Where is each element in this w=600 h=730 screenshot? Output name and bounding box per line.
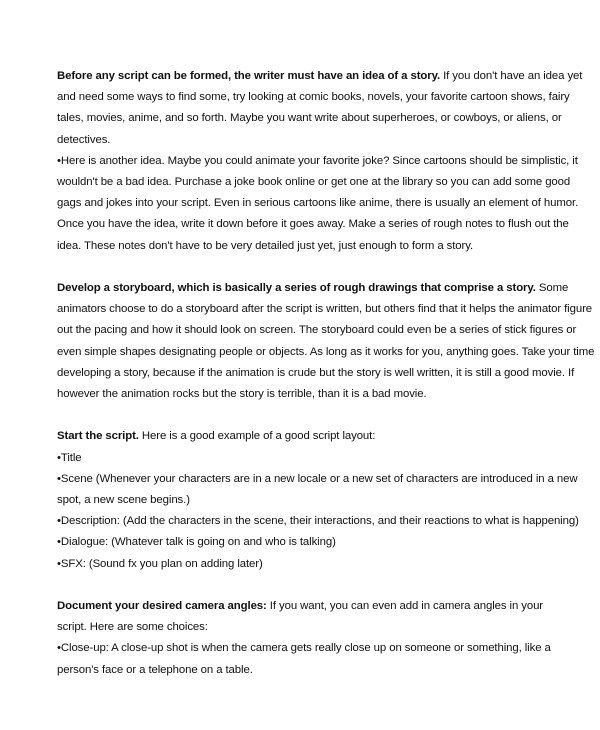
list-item: •Scene (Whenever your characters are in a new locale or a new set of characters are introduced in a new [57, 472, 578, 485]
paragraph-line [57, 426, 557, 447]
paragraph-line: out the pacing and how it should look on screen. The storyboard could even be a series of stick figures or [57, 324, 577, 337]
paragraph-line [57, 66, 583, 87]
line-text: If you don't have an idea yet [440, 70, 583, 82]
section-camera-angles [57, 596, 557, 681]
list-item: •SFX: (Sound fx you plan on adding later) [57, 557, 263, 570]
paragraph-line: however the animation rocks but the story is terrible, than it is a bad movie. [57, 388, 427, 401]
section-storyboard [57, 278, 595, 405]
paragraph-line: animators choose to do a storyboard after the script is written, but others find that it helps the animator figure [57, 303, 593, 316]
list-item: person's face or a telephone on a table. [57, 663, 253, 676]
section-script [57, 426, 579, 574]
list-item: •Description: (Add the characters in the scene, their interactions, and their reactions to what is happening) [57, 515, 579, 528]
paragraph-line: even simple shapes designating people or objects. As long as it works for you, anything goes. Take your time [57, 345, 595, 358]
paragraph-line: and need some ways to find some, try looking at comic books, novels, your favorite cartoon shows, fairy [57, 91, 570, 104]
paragraph-line: tales, movies, anime, and so forth. Maybe you want write about superheroes, or cowboys, or aliens, or [57, 112, 562, 125]
list-item: •Close-up: A close-up shot is when the camera gets really close up on someone or something, like a [57, 642, 551, 655]
bold-heading: Develop a storyboard, which is basically a series of rough drawings that comprise a story. [57, 282, 536, 295]
line-text: Here is a good example of a good script layout: [138, 430, 376, 443]
list-item: •Dialogue: (Whatever talk is going on and who is talking) [57, 536, 336, 549]
paragraph-line [57, 278, 569, 299]
paragraph-line: wouldn't be a bad idea. Purchase a joke book online or get one at the library so you can add some good [57, 176, 571, 189]
paragraph-line: gags and jokes into your script. Even in serious cartoons like anime, there is usually an element of humor. [57, 197, 579, 210]
paragraph-line: Once you have the idea, write it down before it goes away. Make a series of rough notes to flush out the [57, 218, 569, 231]
document-body [57, 66, 595, 702]
line-text: If you want, you can even add in camera angles in your [266, 600, 544, 613]
line-text: Some [535, 282, 569, 295]
paragraph-line: idea. These notes don't have to be very detailed just yet, just enough to form a story. [57, 239, 474, 252]
paragraph-line [57, 596, 557, 617]
list-item: •Title [57, 451, 82, 464]
paragraph-line: developing a story, because if the animation is crude but the story is well written, it is still a good movie. If [57, 366, 575, 379]
paragraph-line: •Here is another idea. Maybe you could animate your favorite joke? Since cartoons should be simplistic, it [57, 154, 578, 167]
bold-heading: Start the script. [57, 430, 139, 443]
list-item: spot, a new scene begins.) [57, 494, 190, 507]
bold-heading: Before any script can be formed, the writer must have an idea of a story. [57, 70, 441, 82]
paragraph-line: detectives. [57, 133, 111, 146]
bold-heading: Document your desired camera angles: [57, 600, 267, 613]
paragraph-line: script. Here are some choices: [57, 621, 208, 634]
section-story-idea [57, 66, 583, 257]
